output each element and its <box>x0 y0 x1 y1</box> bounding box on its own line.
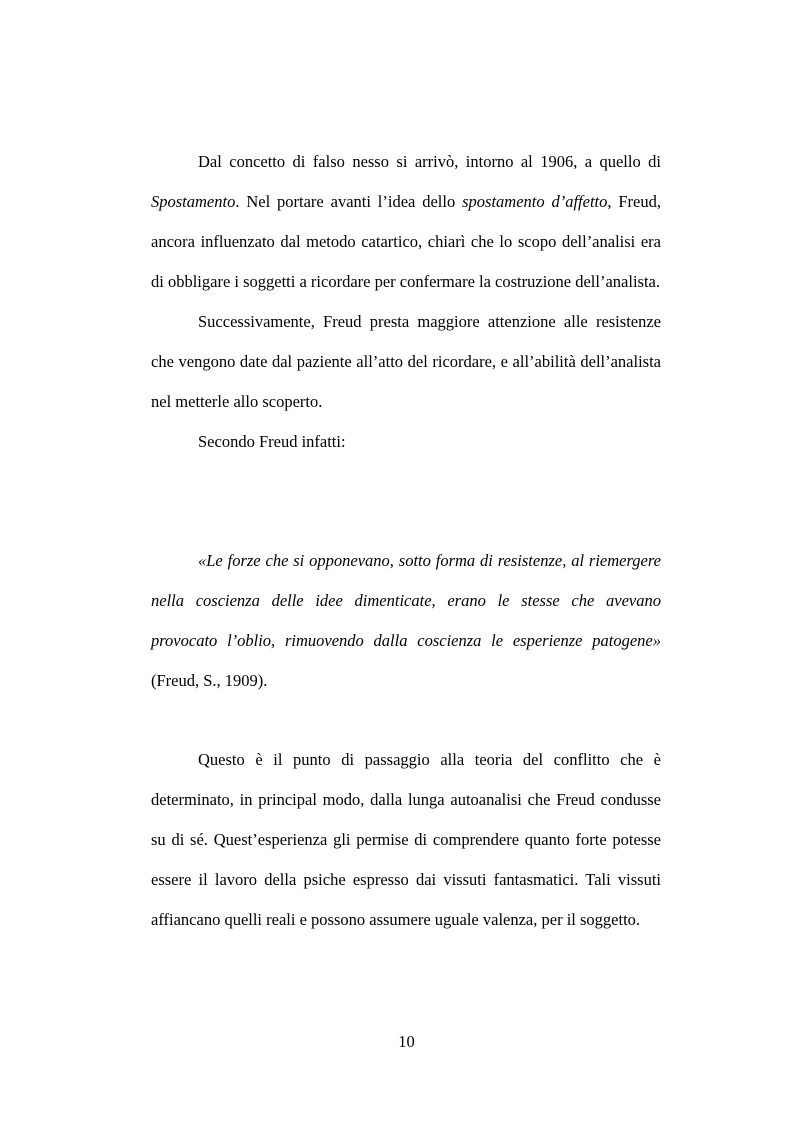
conflict-section <box>151 740 661 940</box>
intro-section <box>151 142 661 462</box>
paragraph-text: , Freud, ancora influenzato dal metodo catartico, chiarì che lo scopo dell’analisi era di obbligare i soggetti a ricordare per confermare la costruzione dell’analista. <box>151 192 662 291</box>
emphasis-term: Spostamento <box>151 192 236 211</box>
paragraph-secondo-freud: Secondo Freud infatti: <box>198 432 346 451</box>
quote-citation: (Freud, S., 1909). <box>151 671 268 690</box>
block-quote <box>151 541 661 701</box>
paragraph-text: Dal concetto di falso nesso si arrivò, intorno al 1906, a quello di <box>198 152 661 171</box>
paragraph-spostamento <box>151 142 661 302</box>
emphasis-term: spostamento d’affetto <box>462 192 608 211</box>
quote-section <box>151 541 661 701</box>
paragraph-resistenze: Successivamente, Freud presta maggiore attenzione alle resistenze che vengono date dal paziente all’atto del ricordare, e all’abilità dell’analista nel metterle allo scoperto. <box>151 312 661 411</box>
paragraph-conflitto: Questo è il punto di passaggio alla teoria del conflitto che è determinato, in principal modo, dalla lunga autoanalisi che Freud condusse su di sé. Quest’esperienza gli permise di comprendere quanto forte potesse essere il lavoro della psiche espresso dai vissuti fantasmatici. Tali vissuti affiancano quelli reali e possono assumere uguale valenza, per il soggetto. <box>151 750 661 929</box>
quote-text: «Le forze che si opponevano, sotto forma di resistenze, al riemergere nella coscienza delle idee dimenticate, erano le stesse che avevano provocato l’oblio, rimuovendo dalla coscienza le esperienze patogene» <box>151 551 661 650</box>
page-number: 10 <box>398 1032 415 1051</box>
paragraph-text: . Nel portare avanti l’idea dello <box>235 192 463 211</box>
